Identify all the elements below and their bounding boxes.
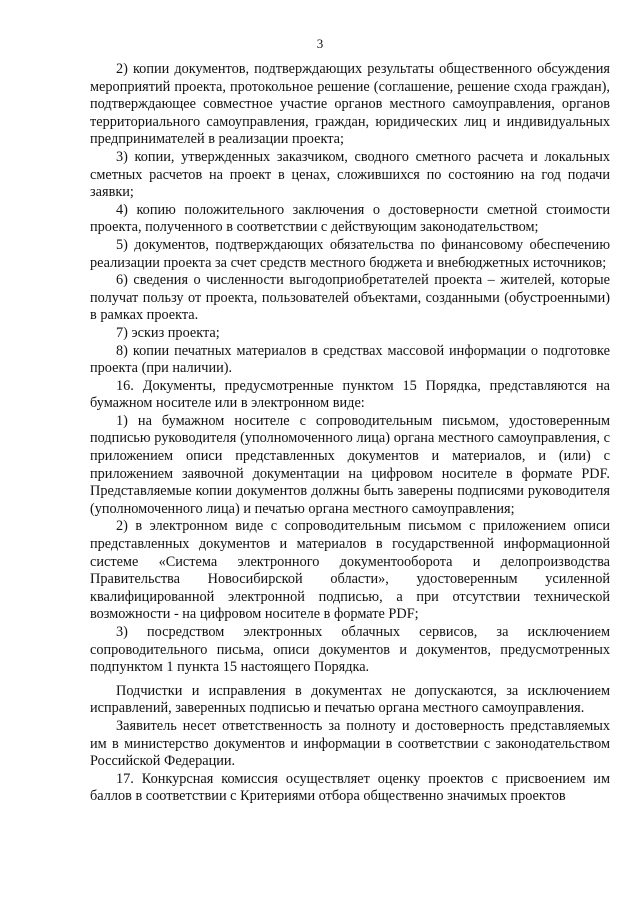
paragraph-item-2-copies-discussion: 2) копии документов, подтверждающих результаты общественного обсуждения мероприятий проекта, протокольное решение (соглашение, решение схода граждан), подтверждающее совместное участие органов местного самоуправления, органов территориального самоуправления, граждан, юридических лиц и индивидуальных предпринимателей в реализации проекта; — [90, 61, 610, 148]
paragraph-16-item-1-paper: 1) на бумажном носителе с сопроводительным письмом, удостоверенным подписью руководителя (уполномоченного лица) органа местного самоуправления, с приложением описи представленных документов и материалов, и (или) с приложением заявочной документации на цифровом носителе в формате PDF. Представляемые копии документов должны быть заверены подписями руководителя (уполномоченного лица) и печатью органа местного самоуправления; — [90, 412, 610, 517]
paragraph-16-item-2-electronic: 2) в электронном виде с сопроводительным письмом с приложением описи представленных документов и материалов в государственной информационной системе «Система электронного документооборота и делопроизводства Правительства Новосибирской области», удостоверенным усиленной квалифицированной электронной подписью, а при отсутствии технической возможности - на цифровом носителе в формате PDF; — [90, 518, 610, 623]
document-body — [90, 61, 610, 806]
paragraph-16-item-3-cloud: 3) посредством электронных облачных сервисов, за исключением сопроводительного письма, описи документов и документов, предусмотренных подпунктом 1 пункта 15 настоящего Порядка. — [90, 624, 610, 676]
paragraph-item-3-estimates: 3) копии, утвержденных заказчиком, сводного сметного расчета и локальных сметных расчетов на проект в ценах, сложившихся по состоянию на год подачи заявки; — [90, 148, 610, 201]
paragraph-item-6-beneficiaries: 6) сведения о численности выгодоприобретателей проекта – жителей, которые получат пользу от проекта, пользователей объектами, созданными (обустроенными) в рамках проекта. — [90, 272, 610, 324]
paragraph-section-17: 17. Конкурсная комиссия осуществляет оценку проектов с присвоением им баллов в соответствии с Критериями отбора общественно значимых проектов — [90, 770, 610, 805]
paragraph-applicant-responsibility: Заявитель несет ответственность за полноту и достоверность представляемых им в министерство документов и информации в соответствии с законодательством Российской Федерации. — [90, 717, 610, 770]
paragraph-item-7-sketch: 7) эскиз проекта; — [116, 324, 220, 341]
paragraph-corrections: Подчистки и исправления в документах не допускаются, за исключением исправлений, заверенных подписью и печатью органа местного самоуправления. — [90, 682, 610, 717]
paragraph-item-4-conclusion: 4) копию положительного заключения о достоверности сметной стоимости проекта, полученного в соответствии с действующим законодательством; — [90, 201, 610, 236]
paragraph-section-16: 16. Документы, предусмотренные пунктом 15 Порядка, представляются на бумажном носителе или в электронном виде: — [90, 377, 610, 412]
paragraph-item-5-financing: 5) документов, подтверждающих обязательства по финансовому обеспечению реализации проекта за счет средств местного бюджета и внебюджетных источников; — [90, 236, 610, 271]
page-number: 3 — [316, 36, 324, 51]
paragraph-item-8-media: 8) копии печатных материалов в средствах массовой информации о подготовке проекта (при наличии). — [90, 342, 610, 377]
